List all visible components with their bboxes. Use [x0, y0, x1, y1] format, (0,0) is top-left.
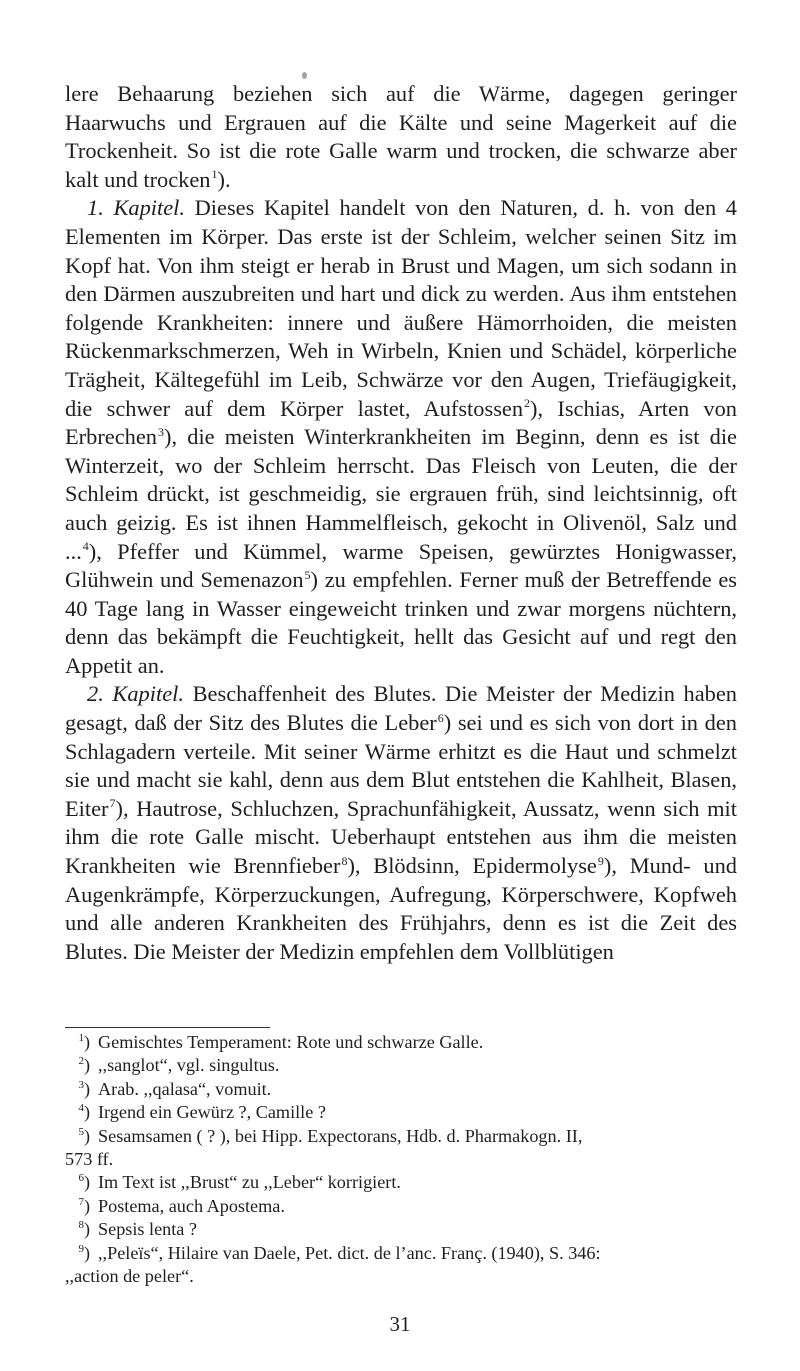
footnote-9	[65, 1242, 737, 1265]
footnote-ref-3: 3	[158, 424, 164, 439]
footnote-4	[65, 1101, 737, 1124]
footnote-marker: 2	[78, 1055, 84, 1068]
text-run: ), Pfeffer und Kümmel, warme Speisen, gewürztes Honigwasser, Glühwein und Semenazon	[65, 538, 737, 593]
text-run: ) zu empfehlen. Ferner muß der Betreffende es 40 Tage lang in Wasser eingeweicht trinken und zwar morgens nüchtern, denn das bekämpft die Feuchtigkeit, hellt das Gesicht auf und regt den Appetit an.	[65, 567, 737, 678]
footnote-2	[65, 1054, 737, 1077]
footnote-6	[65, 1171, 737, 1194]
footnote-number: $^3$)	[78, 1078, 90, 1099]
footnote-marker: 7	[78, 1195, 84, 1208]
footnotes	[65, 1031, 737, 1288]
footnote-text: Arab. ,,qalasa“, vomuit.	[98, 1078, 272, 1099]
footnote-text: Im Text ist ,,Brust“ zu ,,Leber“ korrigiert.	[98, 1172, 401, 1193]
footnote-text: ,,sanglot“, vgl. singultus.	[98, 1055, 280, 1076]
footnote-marker: 8	[78, 1219, 84, 1232]
ink-speck	[302, 72, 307, 79]
chapter-1-title: 1. Kapitel.	[87, 195, 185, 221]
chapter-2-title: 2. Kapitel.	[87, 681, 184, 707]
paragraph-chapter-2	[65, 680, 737, 966]
text-run: ), Ischias, Arten von Erbrechen	[65, 395, 738, 450]
footnote-number: $^9$)	[78, 1242, 90, 1263]
footnote-ref-7: 7	[109, 796, 116, 811]
footnote-1	[65, 1031, 737, 1054]
footnote-text: Sepsis lenta ?	[98, 1219, 198, 1240]
text-run: ).	[217, 166, 231, 192]
text-run: Dieses Kapitel handelt von den Naturen, d. h. von den 4 Elementen im Körper. Das erste ist der Schleim, welcher seinen Sitz im Kopf hat. Von ihm steigt er herab in Brust und Magen, um sich sodann in den Därmen auszubreiten und hart und dick zu werden. Aus ihm entstehen folgende Krankheiten: innere und äußere Hämorrhoiden, die meisten Rückenmarkschmerzen, Weh in Wirbeln, Knien und Schädel, körperliche Trägheit, Kältegefühl im Leib, Schwärze vor den Augen, Triefäugigkeit, die schwer auf dem Körper lastet, Aufstossen	[65, 195, 737, 421]
text-run: lere Behaarung beziehen sich auf die Wärme, dagegen geringer Haarwuchs und Ergrauen auf die Kälte und seine Magerkeit auf die Trockenheit. So ist die rote Galle warm und trocken, die schwarze aber kalt und trocken	[65, 81, 737, 192]
footnote-marker: 9	[78, 1242, 84, 1255]
footnote-ref-2: 2	[524, 396, 531, 411]
paragraph-chapter-1	[65, 194, 737, 680]
page-body	[65, 80, 737, 966]
footnote-ref-1: 1	[211, 167, 218, 182]
footnote-ref-4: 4	[82, 539, 89, 554]
footnote-text: Sesamsamen ( ? ), bei Hipp. Expectorans, Hdb. d. Pharmakogn. II,	[98, 1125, 583, 1146]
text-run: ), Mund- und Augenkrämpfe, Körperzuckungen, Aufregung, Körperschwere, Kopfweh und alle anderen Krankheiten des Frühjahrs, denn es ist die Zeit des Blutes. Die Meister der Medizin empfehlen dem Vollblütigen	[65, 853, 737, 964]
text-run: ), die meisten Winterkrankheiten im Beginn, denn es ist die Winterzeit, wo der Schleim herrscht. Das Fleisch von Leuten, die der Schleim drückt, ist geschmeidig, sie ergrauen früh, sind leichtsinnig, oft auch geizig. Es ist ihnen Hammelfleisch, gekocht in Olivenöl, Salz und ...	[65, 424, 737, 564]
text-run: ), Hautrose, Schluchzen, Sprachunfähigkeit, Aussatz, wenn sich mit ihm die rote Galle mischt. Ueberhaupt entstehen aus ihm die meisten Krankheiten wie Brennfieber	[65, 795, 737, 879]
footnote-ref-8: 8	[341, 853, 348, 868]
footnote-text: Postema, auch Apostema.	[98, 1195, 285, 1216]
footnote-marker: 6	[78, 1172, 84, 1185]
footnote-7	[65, 1195, 737, 1218]
footnote-9-continuation: ,,action de peler“.	[65, 1266, 194, 1287]
footnote-text: ,,Peleïs“, Hilaire van Daele, Pet. dict. de l’anc. Franç. (1940), S. 346:	[98, 1242, 601, 1263]
footnote-marker: 4	[78, 1102, 84, 1115]
page-number: 31	[389, 1312, 411, 1336]
footnote-marker: 5	[78, 1125, 84, 1138]
footnote-number: $^7$)	[78, 1195, 90, 1216]
text-run: ) sei und es sich von dort in den Schlagadern verteile. Mit seiner Wärme erhitzt es die Haut und schmelzt sie und macht sie kahl, denn aus dem Blut entstehen die Kahlheit, Blasen, Eiter	[65, 710, 737, 821]
text-run: Beschaffenheit des Blutes. Die Meister der Medizin haben gesagt, daß der Sitz des Blutes die Leber	[65, 681, 738, 736]
footnote-divider	[65, 1027, 270, 1028]
footnote-number: $^8$)	[78, 1219, 90, 1240]
footnote-3	[65, 1078, 737, 1101]
footnote-number: $^2$)	[78, 1055, 90, 1076]
footnote-ref-6: 6	[437, 710, 444, 725]
footnote-ref-9: 9	[597, 853, 604, 868]
main-text	[65, 80, 737, 966]
footnote-number: $^5$)	[78, 1125, 90, 1146]
footnote-text: Gemischtes Temperament: Rote und schwarze Galle.	[98, 1032, 484, 1052]
footnote-5-continuation: 573 ff.	[65, 1149, 114, 1170]
footnote-number: $^4$)	[78, 1102, 90, 1123]
footnote-5	[65, 1125, 737, 1148]
footnote-marker: 3	[78, 1078, 84, 1091]
text-run: ), Blödsinn, Epidermolyse	[347, 853, 597, 879]
footnote-marker: 1	[78, 1031, 84, 1044]
footnote-number: $^1$)	[78, 1031, 90, 1052]
footnote-ref-5: 5	[304, 567, 311, 582]
footnote-8	[65, 1218, 737, 1241]
paragraph-intro	[65, 80, 737, 194]
footnote-number: $^6$)	[78, 1172, 90, 1193]
footnote-text: Irgend ein Gewürz ?, Camille ?	[98, 1102, 326, 1123]
